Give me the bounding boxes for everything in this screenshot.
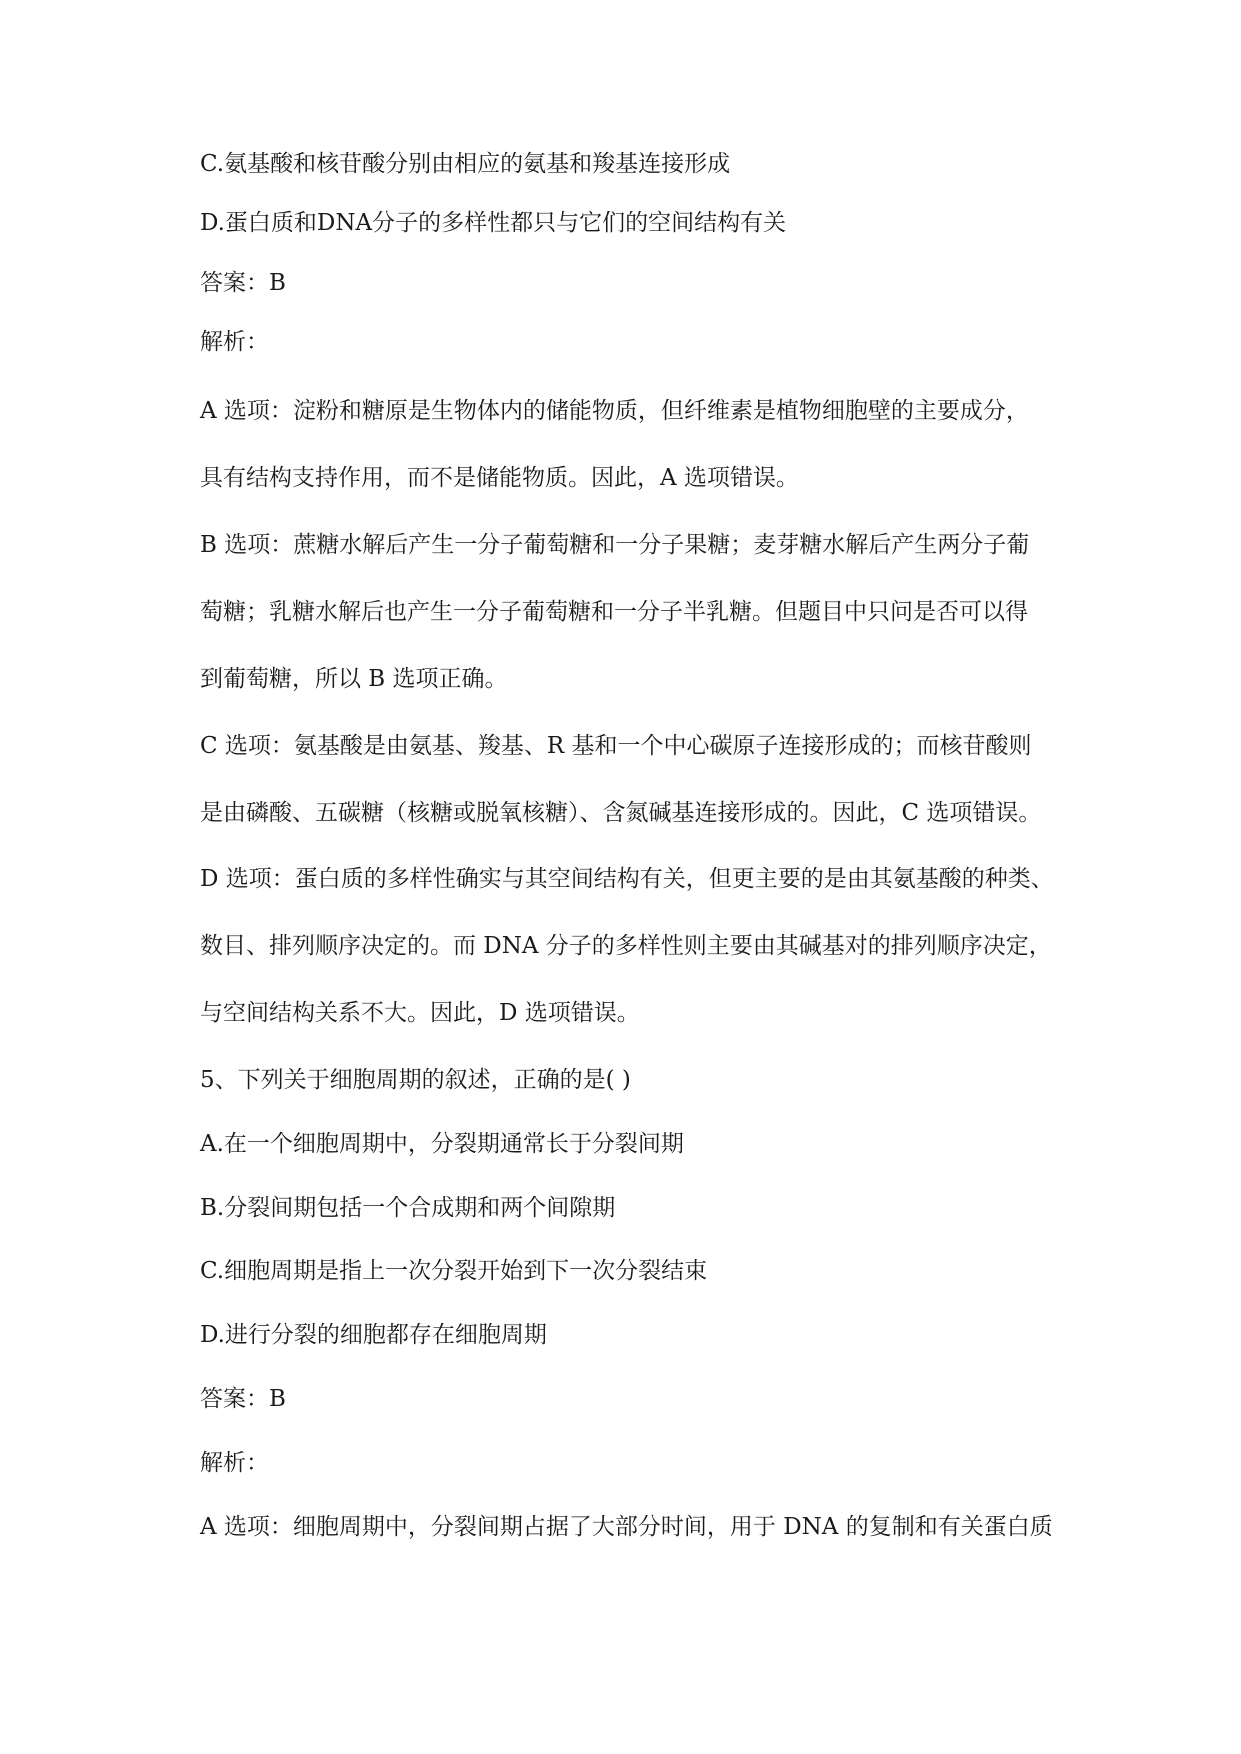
q4-analysis-d-line2: 数目、排列顺序决定的。而 DNA 分子的多样性则主要由其碱基对的排列顺序决定，: [200, 933, 1052, 959]
q4-analysis-c-line2: 是由磷酸、五碳糖（核糖或脱氧核糖）、含氮碱基连接形成的。因此，C 选项错误。: [200, 800, 1042, 826]
q4-analysis-b-line2: 萄糖；乳糖水解后也产生一分子葡萄糖和一分子半乳糖。但题目中只问是否可以得: [200, 599, 1028, 625]
q4-analysis-b-line1: B 选项：蔗糖水解后产生一分子葡萄糖和一分子果糖；麦芽糖水解后产生两分子葡: [200, 532, 1030, 558]
q5-answer: 答案：B: [200, 1386, 286, 1412]
q5-option-b: B.分裂间期包括一个合成期和两个间隙期: [200, 1195, 616, 1221]
q4-answer: 答案：B: [200, 270, 286, 296]
q4-analysis-d-line1: D 选项：蛋白质的多样性确实与其空间结构有关，但更主要的是由其氨基酸的种类、: [200, 866, 1054, 892]
q4-analysis-d-line3: 与空间结构关系不大。因此，D 选项错误。: [200, 1000, 640, 1026]
q5-option-c: C.细胞周期是指上一次分裂开始到下一次分裂结束: [200, 1258, 708, 1284]
q4-option-c: C.氨基酸和核苷酸分别由相应的氨基和羧基连接形成: [200, 151, 731, 177]
q4-analysis-b-line3: 到葡萄糖，所以 B 选项正确。: [200, 666, 508, 692]
q5-option-a: A.在一个细胞周期中，分裂期通常长于分裂间期: [200, 1131, 684, 1157]
q4-analysis-a-line2: 具有结构支持作用，而不是储能物质。因此，A 选项错误。: [200, 465, 799, 491]
q5-analysis-a-line1: A 选项：细胞周期中，分裂间期占据了大部分时间，用于 DNA 的复制和有关蛋白质: [200, 1514, 1053, 1540]
q5-analysis-label: 解析：: [200, 1450, 269, 1476]
q4-analysis-c-line1: C 选项：氨基酸是由氨基、羧基、R 基和一个中心碳原子连接形成的；而核苷酸则: [200, 733, 1032, 759]
q4-analysis-a-line1: A 选项：淀粉和糖原是生物体内的储能物质，但纤维素是植物细胞壁的主要成分，: [200, 398, 1029, 424]
q5-stem: 5、下列关于细胞周期的叙述，正确的是( ): [200, 1067, 631, 1093]
q4-analysis-label: 解析：: [200, 329, 269, 355]
q5-option-d: D.进行分裂的细胞都存在细胞周期: [200, 1322, 547, 1348]
q4-option-d: D.蛋白质和DNA分子的多样性都只与它们的空间结构有关: [200, 210, 787, 236]
